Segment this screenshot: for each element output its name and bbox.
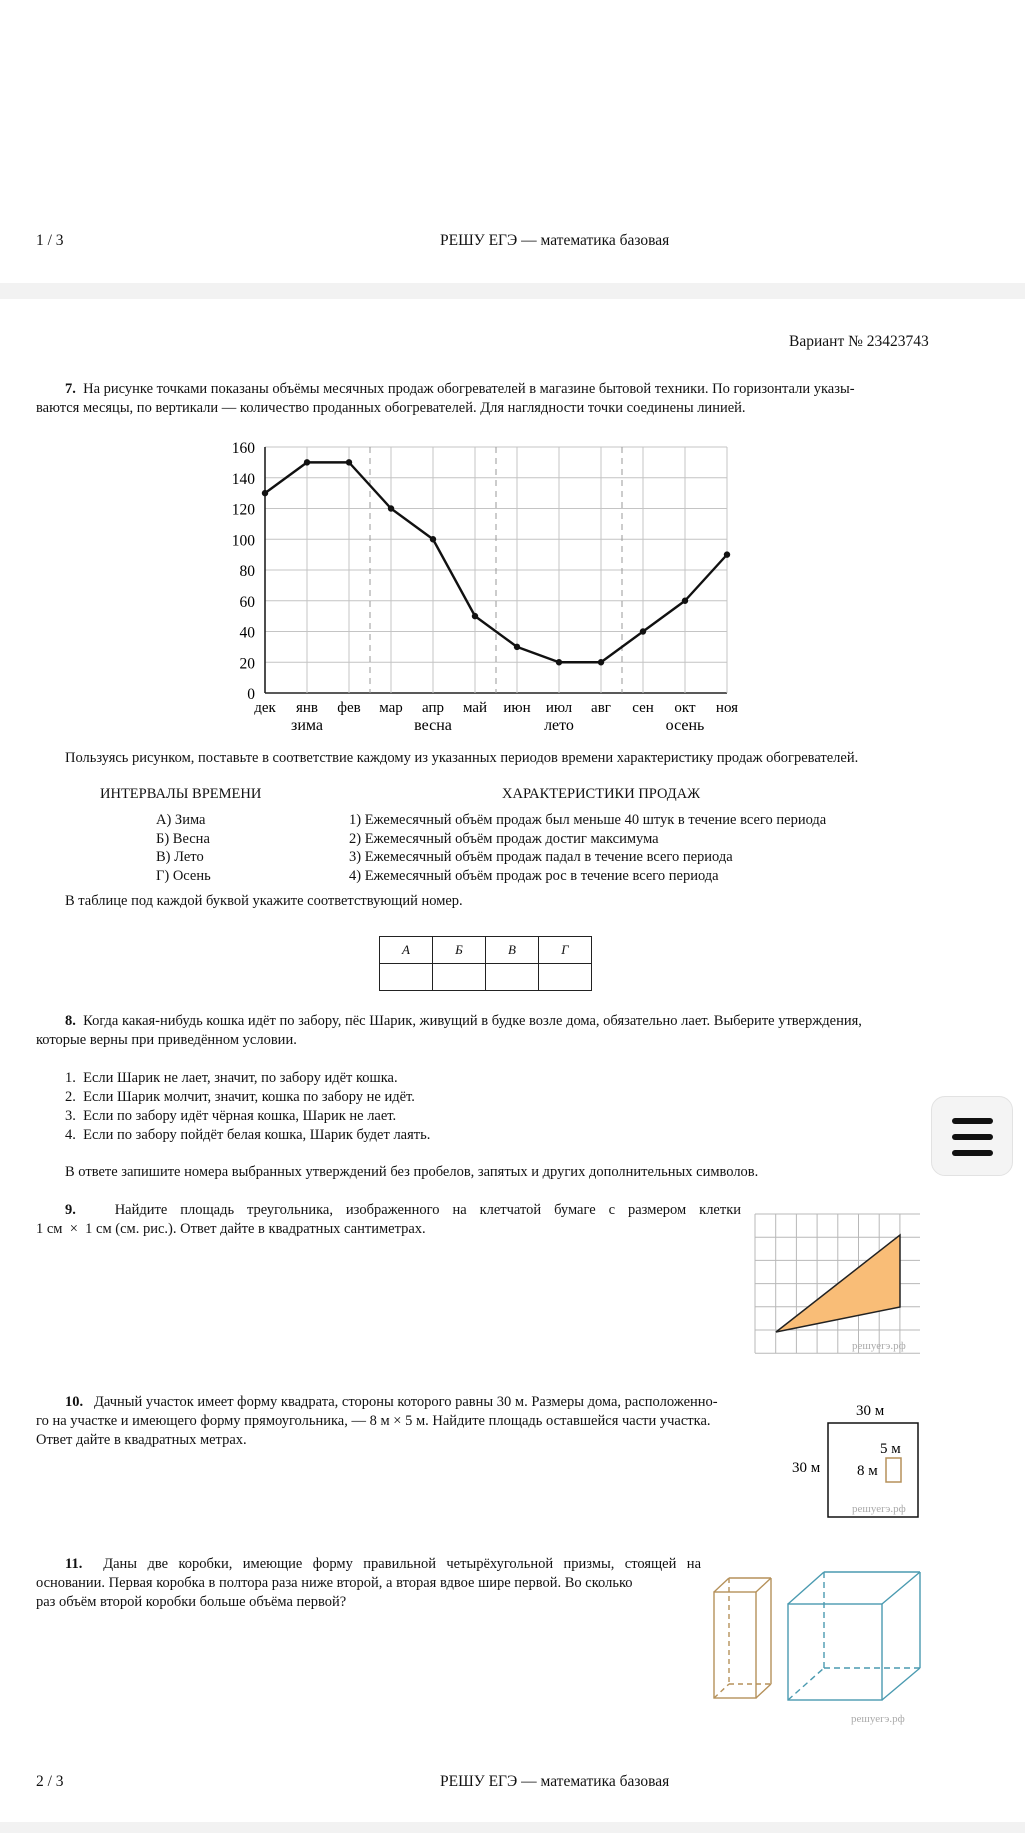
q11-text bbox=[36, 1555, 701, 1612]
q11-text-line1: Даны две коробки, имеющие форму правильной четырёхугольной призмы, стоящей на bbox=[103, 1556, 702, 1572]
hamburger-menu-icon[interactable] bbox=[931, 1096, 1013, 1176]
q11-small-box bbox=[714, 1578, 771, 1698]
q8-number: 8. bbox=[65, 1013, 76, 1029]
q9-text bbox=[36, 1201, 741, 1239]
chart-xtick-0: дек bbox=[254, 700, 276, 716]
chart-ytick-80: 80 bbox=[239, 563, 255, 580]
chart-xtick-9: сен bbox=[632, 700, 654, 716]
page-header-title-2: РЕШУ ЕГЭ — математика базовая bbox=[440, 1773, 670, 1790]
chart-point-ноя bbox=[724, 551, 730, 557]
chart-ytick-140: 140 bbox=[231, 470, 255, 488]
q7-number: 7. bbox=[65, 381, 76, 397]
q8-note: В ответе запишите номера выбранных утверждений без пробелов, запятых и других дополнительных символов. bbox=[65, 1164, 759, 1180]
characteristic-3: 3) Ежемесячный объём продаж падал в течение всего периода bbox=[349, 849, 733, 865]
interval-b: Б) Весна bbox=[156, 831, 210, 847]
q9-grid-figure bbox=[752, 1211, 924, 1357]
chart-point-апр bbox=[430, 536, 436, 542]
q7-answer-table bbox=[379, 936, 592, 991]
q7-text-line2: ваются месяцы, по вертикали — количество проданных обогревателей. Для наглядности точки соединены линией. bbox=[36, 400, 746, 416]
page-number-2: 2 / 3 bbox=[36, 1773, 64, 1790]
chart-xtick-5: май bbox=[462, 700, 488, 716]
variant-number: Вариант № 23423743 bbox=[789, 333, 929, 350]
q7-instruction: Пользуясь рисунком, поставьте в соответствие каждому из указанных периодов времени характеристику продаж обогревателей. bbox=[65, 750, 859, 766]
answer-cell-a[interactable] bbox=[380, 964, 433, 991]
answer-cell-v[interactable] bbox=[486, 964, 539, 991]
page-number-1: 1 / 3 bbox=[36, 232, 64, 249]
chart-xtick-6: июн bbox=[503, 700, 531, 716]
chart-ytick-40: 40 bbox=[239, 624, 255, 642]
q10-text-line3: Ответ дайте в квадратных метрах. bbox=[36, 1432, 247, 1448]
chart-point-дек bbox=[262, 490, 268, 496]
interval-v: В) Лето bbox=[156, 849, 204, 865]
chart-xtick-2: фев bbox=[337, 700, 361, 716]
chart-season-2: лето bbox=[544, 717, 574, 734]
sales-chart bbox=[220, 435, 760, 735]
chart-xtick-8: авг bbox=[591, 700, 611, 716]
chart-xtick-11: ноя bbox=[715, 700, 739, 716]
q10-side-left: 30 м bbox=[792, 1460, 821, 1476]
q10-text bbox=[36, 1393, 781, 1450]
page-separator bbox=[0, 283, 1025, 299]
q11-text-line3: раз объём второй коробки больше объёма первой? bbox=[36, 1594, 347, 1610]
chart-point-сен bbox=[640, 628, 646, 634]
characteristics-header: ХАРАКТЕРИСТИКИ ПРОДАЖ bbox=[502, 786, 701, 802]
page-separator-bottom bbox=[0, 1822, 1025, 1833]
q10-watermark: решуегэ.рф bbox=[852, 1503, 906, 1515]
page-header-title-1: РЕШУ ЕГЭ — математика базовая bbox=[440, 232, 670, 249]
characteristic-2: 2) Ежемесячный объём продаж достиг максимума bbox=[349, 831, 659, 847]
q8-statement-2: 2. Если Шарик молчит, значит, кошка по забору не идёт. bbox=[65, 1089, 415, 1105]
chart-xtick-1: янв bbox=[295, 700, 319, 716]
q9-text-line1: Найдите площадь треугольника, изображенного на клетчатой бумаге с размером клетки bbox=[114, 1202, 742, 1218]
chart-ytick-0: 0 bbox=[247, 686, 255, 703]
q8-statement-3: 3. Если по забору идёт чёрная кошка, Шарик не лает. bbox=[65, 1108, 397, 1124]
characteristic-1: 1) Ежемесячный объём продаж был меньше 40 штук в течение всего периода bbox=[349, 812, 827, 828]
chart-point-авг bbox=[598, 659, 604, 665]
q10-plot-figure bbox=[788, 1400, 928, 1522]
q11-text-line2: основании. Первая коробка в полтора раза ниже второй, а вторая вдвое шире первой. Во сколько bbox=[36, 1575, 633, 1591]
chart-ytick-100: 100 bbox=[231, 532, 255, 550]
q11-watermark: решуегэ.рф bbox=[851, 1713, 905, 1725]
chart-point-май bbox=[472, 613, 478, 619]
q10-house-height: 8 м bbox=[857, 1463, 878, 1479]
answer-cell-g[interactable] bbox=[539, 964, 592, 991]
chart-season-0: зима bbox=[291, 717, 323, 734]
chart-xtick-3: мар bbox=[379, 700, 403, 716]
intervals-header: ИНТЕРВАЛЫ ВРЕМЕНИ bbox=[100, 786, 262, 802]
chart-point-июл bbox=[556, 659, 562, 665]
q9-text-line2: 1 см × 1 см (см. рис.). Ответ дайте в квадратных сантиметрах. bbox=[36, 1221, 426, 1237]
answer-cell-b[interactable] bbox=[433, 964, 486, 991]
answer-header-v: В bbox=[486, 937, 539, 964]
answer-header-a: А bbox=[380, 937, 433, 964]
chart-point-янв bbox=[304, 459, 310, 465]
interval-g: Г) Осень bbox=[156, 868, 211, 884]
chart-ytick-60: 60 bbox=[239, 593, 255, 611]
chart-xtick-10: окт bbox=[674, 700, 696, 716]
chart-point-июн bbox=[514, 644, 520, 650]
q9-number: 9. bbox=[65, 1202, 76, 1218]
q9-watermark: решуегэ.рф bbox=[852, 1340, 906, 1352]
q10-house-width: 5 м bbox=[880, 1441, 901, 1457]
q8-statement-1: 1. Если Шарик не лает, значит, по забору идёт кошка. bbox=[65, 1070, 398, 1086]
answer-header-g: Г bbox=[539, 937, 592, 964]
q8-statement-4: 4. Если по забору пойдёт белая кошка, Шарик будет лаять. bbox=[65, 1127, 431, 1143]
q10-number: 10. bbox=[65, 1394, 84, 1410]
q11-number: 11. bbox=[65, 1556, 83, 1572]
chart-xtick-4: апр bbox=[422, 700, 444, 716]
q7-text-line1: На рисунке точками показаны объёмы месячных продаж обогревателей в магазине бытовой техники. По горизонтали указы- bbox=[83, 381, 855, 397]
characteristic-4: 4) Ежемесячный объём продаж рос в течение всего периода bbox=[349, 868, 719, 884]
q8-text bbox=[36, 1012, 936, 1050]
chart-season-1: весна bbox=[414, 717, 452, 734]
q8-text-line2: которые верны при приведённом условии. bbox=[36, 1032, 297, 1048]
chart-ytick-120: 120 bbox=[231, 501, 255, 519]
q8-text-line1: Когда какая-нибудь кошка идёт по забору, пёс Шарик, живущий в будке возле дома, обязательно лает. Выберите утверждения, bbox=[83, 1013, 862, 1029]
q11-big-box bbox=[788, 1572, 920, 1700]
q11-boxes-figure bbox=[708, 1568, 928, 1730]
q10-text-line2: го на участке и имеющего форму прямоугольника, — 8 м × 5 м. Найдите площадь оставшейся части участка. bbox=[36, 1413, 711, 1429]
chart-point-фев bbox=[346, 459, 352, 465]
chart-season-3: осень bbox=[665, 717, 705, 734]
chart-point-окт bbox=[682, 598, 688, 604]
q10-house bbox=[886, 1458, 901, 1482]
q10-text-line1: Дачный участок имеет форму квадрата, стороны которого равны 30 м. Размеры дома, расположенно- bbox=[94, 1394, 718, 1410]
chart-ytick-20: 20 bbox=[239, 655, 255, 673]
interval-a: А) Зима bbox=[156, 812, 206, 828]
q10-side-top: 30 м bbox=[856, 1403, 885, 1419]
q7-text bbox=[36, 380, 936, 418]
q7-table-note: В таблице под каждой буквой укажите соответствующий номер. bbox=[65, 893, 463, 909]
answer-header-b: Б bbox=[433, 937, 486, 964]
chart-ytick-160: 160 bbox=[231, 440, 255, 457]
chart-xtick-7: июл bbox=[545, 700, 573, 716]
chart-point-мар bbox=[388, 505, 394, 511]
